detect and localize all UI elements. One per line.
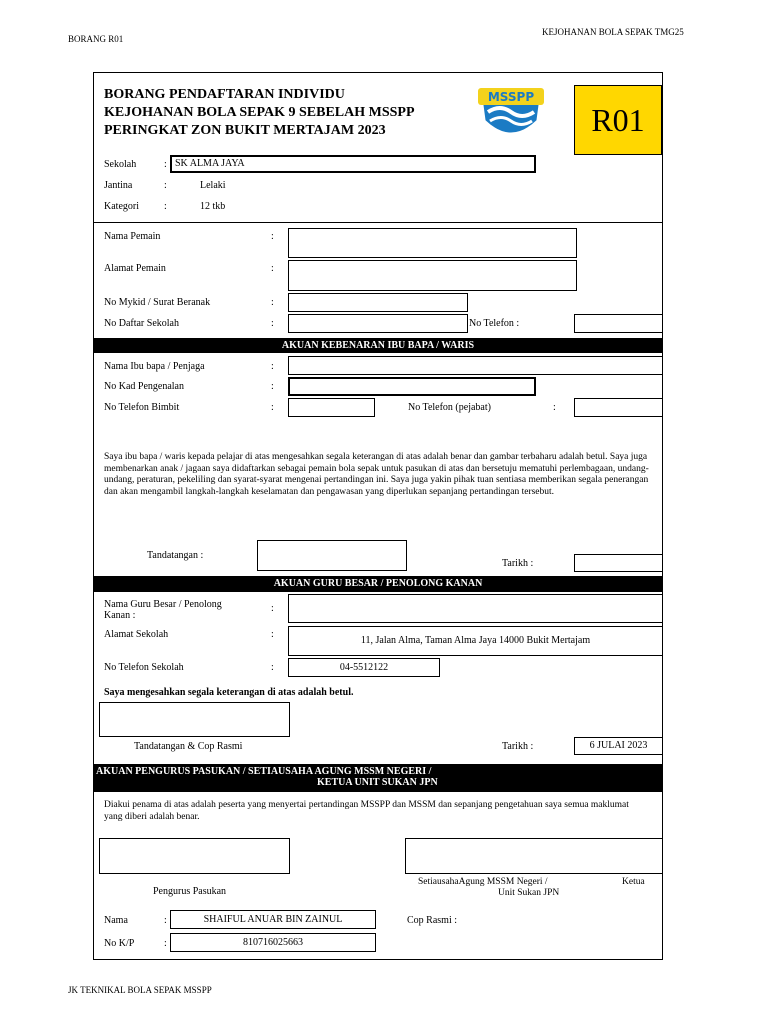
- setiausaha-label-line-2: Unit Sukan JPN: [498, 888, 560, 898]
- ibubapa-declaration: Saya ibu bapa / waris kepada pelajar di atas mengesahkan segala keterangan di atas adalah benar dan gambar terbaharu adalah betul. Saya juga membenarkan anak / jagaan saya didaftarkan sebagai pemain bola sepak untuk pasukan di atas dan bersetuju mematuhi perlembagaan, undang-undang, peraturan, pekeliling dan syarat-syarat mengenai pertandingan ini. Saya juga yakin pihak tuan sentiasa memberikan segala penerangan dan akan mengambil langkah-langkah keselamatan dan pengawasan yang diperlukan sepanjang pertandingan tersebut.: [104, 452, 649, 497]
- tandatangan-setiausaha-field[interactable]: [405, 838, 663, 874]
- mykid-label: No Mykid / Surat Beranak: [104, 297, 211, 308]
- divider-1: [93, 222, 663, 223]
- alamat-sekolah-field[interactable]: 11, Jalan Alma, Taman Alma Jaya 14000 Bukit Mertajam: [288, 626, 663, 656]
- telefon-pemain-label: No Telefon :: [469, 318, 520, 329]
- pengurus-nokp-label: No K/P: [104, 938, 135, 949]
- tandatangan-ibubapa-field[interactable]: [257, 540, 407, 571]
- section-pengurus-title-line-1: AKUAN PENGURUS PASUKAN / SETIAUSAHA AGUNG MSSM NEGERI /: [96, 766, 432, 777]
- telefon-bimbit-colon: :: [271, 402, 274, 413]
- kategori-value: 12 tkb: [200, 201, 226, 212]
- section-pengurus-title: [93, 764, 663, 792]
- kategori-colon: :: [164, 201, 167, 212]
- sekolah-label: Sekolah: [104, 159, 137, 170]
- kad-pengenalan-field[interactable]: [288, 377, 536, 396]
- daftar-sekolah-field[interactable]: [288, 314, 468, 333]
- jantina-colon: :: [164, 180, 167, 191]
- sekolah-field[interactable]: SK ALMA JAYA: [170, 155, 536, 173]
- pengurus-nama-colon: :: [164, 915, 167, 926]
- pengurus-pasukan-label: Pengurus Pasukan: [153, 886, 227, 897]
- alamat-sekolah-label: Alamat Sekolah: [104, 629, 169, 640]
- telefon-pemain-field[interactable]: [574, 314, 663, 333]
- nama-pemain-label: Nama Pemain: [104, 231, 161, 242]
- form-code-badge: R01: [574, 85, 662, 155]
- telefon-sekolah-colon: :: [271, 662, 274, 673]
- form-title-line-2: KEJOHANAN BOLA SEPAK 9 SEBELAH MSSPP: [104, 105, 415, 120]
- page-footer: JK TEKNIKAL BOLA SEPAK MSSPP: [68, 985, 212, 995]
- tandatangan-gurubesar-field[interactable]: [99, 702, 290, 737]
- page-header-left: BORANG R01: [68, 34, 124, 44]
- cop-rasmi-label: Cop Rasmi :: [407, 915, 458, 926]
- alamat-sekolah-colon: :: [271, 629, 274, 640]
- cop-rasmi-gurubesar-label: Tandatangan & Cop Rasmi: [134, 741, 243, 752]
- mykid-field[interactable]: [288, 293, 468, 312]
- tarikh-ibubapa-label: Tarikh :: [502, 558, 534, 569]
- form-title: [104, 86, 415, 140]
- nama-gurubesar-field[interactable]: [288, 594, 663, 623]
- pengurus-declaration: Diakui penama di atas adalah peserta yang menyertai pertandingan MSSPP dan MSSM dan sepanjang pengetahuan saya semua maklumat yang diberi adalah benar.: [104, 800, 629, 822]
- nama-gurubesar-label-2: Kanan :: [104, 610, 136, 621]
- alamat-pemain-label: Alamat Pemain: [104, 263, 166, 274]
- kategori-label: Kategori: [104, 201, 139, 212]
- sekolah-colon: :: [164, 159, 167, 170]
- telefon-pejabat-label: No Telefon (pejabat): [408, 402, 491, 413]
- setiausaha-label-line-1: SetiausahaAgung MSSM Negeri /: [418, 877, 548, 887]
- pengurus-nama-field[interactable]: SHAIFUL ANUAR BIN ZAINUL: [170, 910, 376, 929]
- section-pengurus-title-line-2: KETUA UNIT SUKAN JPN: [317, 777, 438, 788]
- form-title-line-1: BORANG PENDAFTARAN INDIVIDU: [104, 87, 345, 102]
- pengurus-nokp-field[interactable]: 810716025663: [170, 933, 376, 952]
- section-gurubesar-title: AKUAN GURU BESAR / PENOLONG KANAN: [93, 576, 663, 592]
- tandatangan-pengurus-field[interactable]: [99, 838, 290, 874]
- nama-ibubapa-colon: :: [271, 361, 274, 372]
- nama-gurubesar-colon: :: [271, 603, 274, 614]
- nama-ibubapa-field[interactable]: [288, 356, 663, 375]
- msspp-logo: [474, 82, 548, 144]
- setiausaha-label-ketua: Ketua: [622, 877, 645, 887]
- jantina-label: Jantina: [104, 180, 133, 191]
- nama-pemain-colon: :: [271, 231, 274, 242]
- form-frame: [93, 72, 663, 960]
- msspp-logo-icon: [474, 82, 548, 144]
- mykid-colon: :: [271, 297, 274, 308]
- telefon-sekolah-field[interactable]: 04-5512122: [288, 658, 440, 677]
- jantina-value: Lelaki: [200, 180, 226, 191]
- form-title-line-3: PERINGKAT ZON BUKIT MERTAJAM 2023: [104, 123, 386, 138]
- kad-pengenalan-label: No Kad Pengenalan: [104, 381, 184, 392]
- nama-gurubesar-label-1: Nama Guru Besar / Penolong: [104, 599, 222, 610]
- daftar-sekolah-colon: :: [271, 318, 274, 329]
- telefon-sekolah-label: No Telefon Sekolah: [104, 662, 184, 673]
- telefon-pejabat-field[interactable]: [574, 398, 663, 417]
- tarikh-gurubesar-field[interactable]: 6 JULAI 2023: [574, 737, 663, 755]
- nama-ibubapa-label: Nama Ibu bapa / Penjaga: [104, 361, 205, 372]
- tarikh-gurubesar-label: Tarikh :: [502, 741, 534, 752]
- pengurus-nama-label: Nama: [104, 915, 128, 926]
- tandatangan-ibubapa-label: Tandatangan :: [147, 550, 204, 561]
- section-ibubapa-title: AKUAN KEBENARAN IBU BAPA / WARIS: [93, 338, 663, 353]
- tarikh-ibubapa-field[interactable]: [574, 554, 663, 572]
- alamat-pemain-field[interactable]: [288, 260, 577, 291]
- gurubesar-confirm-text: Saya mengesahkan segala keterangan di atas adalah betul.: [104, 687, 354, 698]
- telefon-bimbit-label: No Telefon Bimbit: [104, 402, 180, 413]
- pengurus-nokp-colon: :: [164, 938, 167, 949]
- nama-pemain-field[interactable]: [288, 228, 577, 258]
- kad-pengenalan-colon: :: [271, 381, 274, 392]
- alamat-pemain-colon: :: [271, 263, 274, 274]
- page-header-right: KEJOHANAN BOLA SEPAK TMG25: [542, 27, 684, 37]
- logo-text: MSSPP: [487, 90, 535, 104]
- telefon-pejabat-colon: :: [553, 402, 556, 413]
- telefon-bimbit-field[interactable]: [288, 398, 375, 417]
- daftar-sekolah-label: No Daftar Sekolah: [104, 318, 179, 329]
